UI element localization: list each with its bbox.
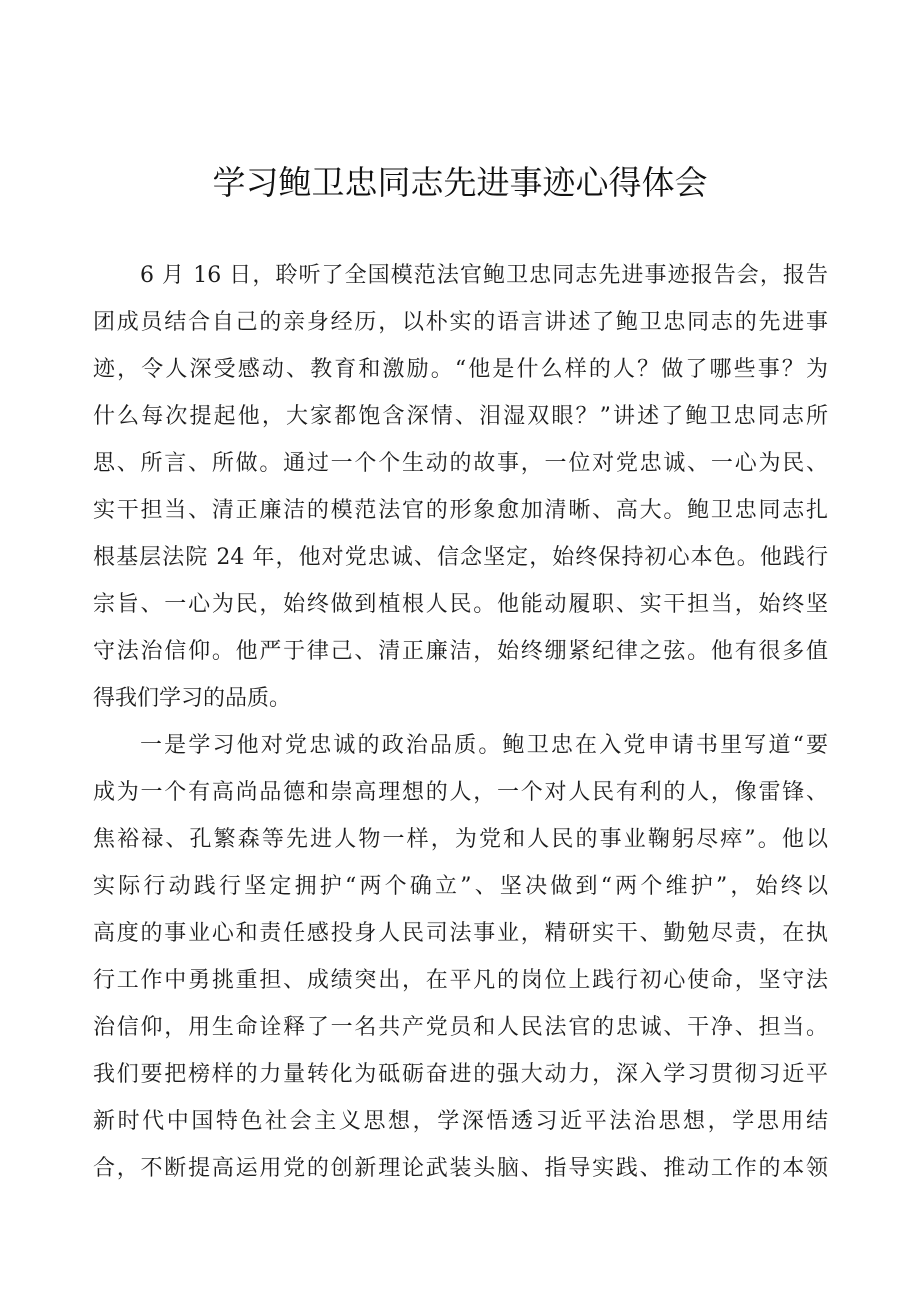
paragraph-2-line-9: 新时代中国特色社会主义思想，学深悟透习近平法治思想，学思用结 (93, 1109, 828, 1134)
paragraph-1-line-1: 6 月 16 日，聆听了全国模范法官鲍卫忠同志先进事迹报告会，报告 (140, 263, 828, 288)
paragraph-1-line-7: 根基层法院 24 年，他对党忠诚、信念坚定，始终保持初心本色。他践行 (93, 545, 828, 570)
paragraph-2-line-3: 焦裕禄、孔繁森等先进人物一样，为党和人民的事业鞠躬尽瘁”。他以 (93, 827, 828, 852)
paragraph-1-line-8: 宗旨、一心为民，始终做到植根人民。他能动履职、实干担当，始终坚 (93, 592, 828, 617)
document-title: 学习鲍卫忠同志先进事迹心得体会 (212, 163, 708, 202)
paragraph-1-line-9: 守法治信仰。他严于律己、清正廉洁，始终绷紧纪律之弦。他有很多值 (93, 639, 828, 664)
paragraph-2-line-7: 治信仰，用生命诠释了一名共产党员和人民法官的忠诚、干净、担当。 (93, 1015, 828, 1040)
document-body (93, 252, 828, 1192)
paragraph-2-line-2: 成为一个有高尚品德和崇高理想的人，一个对人民有利的人，像雷锋、 (93, 780, 828, 805)
paragraph-1-line-3: 迹，令人深受感动、教育和激励。“他是什么样的人？做了哪些事？为 (93, 357, 828, 382)
paragraph-2-line-8: 我们要把榜样的力量转化为砥砺奋进的强大动力，深入学习贯彻习近平 (93, 1062, 828, 1087)
paragraph-1-line-6: 实干担当、清正廉洁的模范法官的形象愈加清晰、高大。鲍卫忠同志扎 (93, 498, 828, 523)
paragraph-1-line-5: 思、所言、所做。通过一个个生动的故事，一位对党忠诚、一心为民、 (93, 451, 828, 476)
paragraph-2-line-1: 一是学习他对党忠诚的政治品质。鲍卫忠在入党申请书里写道“要 (140, 733, 828, 758)
paragraph-2-line-10: 合，不断提高运用党的创新理论武装头脑、指导实践、推动工作的本领 (93, 1156, 828, 1181)
paragraph-2-line-5: 高度的事业心和责任感投身人民司法事业，精研实干、勤勉尽责，在执 (93, 921, 828, 946)
paragraph-1-line-10: 得我们学习的品质。 (93, 686, 292, 711)
paragraph-2-line-4: 实际行动践行坚定拥护“两个确立”、坚决做到“两个维护”，始终以 (93, 874, 828, 899)
paragraph-1-line-4: 什么每次提起他，大家都饱含深情、泪湿双眼？”讲述了鲍卫忠同志所 (93, 404, 828, 429)
paragraph-2-line-6: 行工作中勇挑重担、成绩突出，在平凡的岗位上践行初心使命，坚守法 (93, 968, 828, 993)
paragraph-1-line-2: 团成员结合自己的亲身经历，以朴实的语言讲述了鲍卫忠同志的先进事 (93, 310, 828, 335)
